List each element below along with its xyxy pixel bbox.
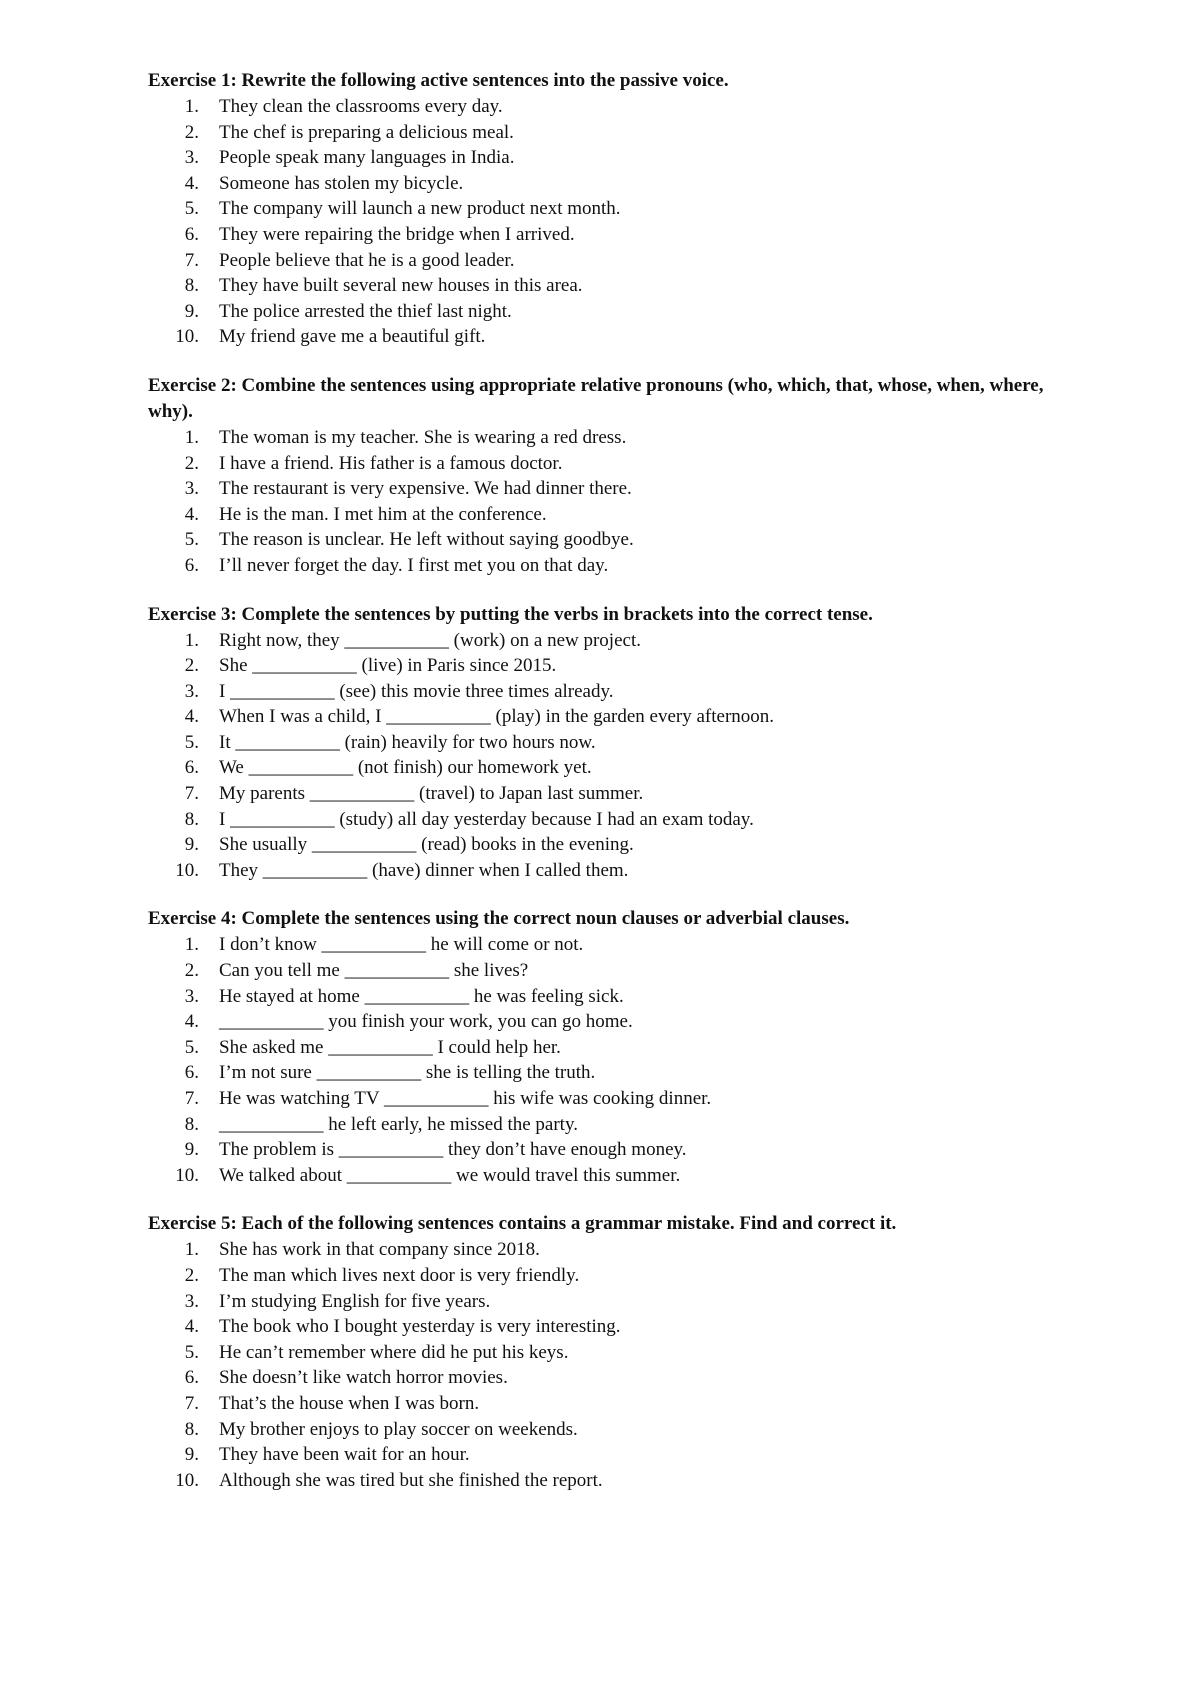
list-item [148,1035,1048,1061]
list-item [148,1112,1048,1138]
exercise-3 [148,602,1048,884]
list-item [148,324,1048,350]
exercise-title: Exercise 5: Each of the following sentences contains a grammar mistake. Find and correct it. [148,1213,897,1235]
item-number: 7. [184,783,199,805]
item-number: 10. [175,859,199,881]
item-text: The man which lives next door is very friendly. [219,1264,580,1286]
item-text: I’ll never forget the day. I first met you on that day. [219,554,609,576]
item-text: The company will launch a new product next month. [219,198,621,220]
list-item [148,832,1048,858]
item-text: She ___________ (live) in Paris since 2015. [219,655,557,677]
list-item [148,1289,1048,1315]
item-text: The woman is my teacher. She is wearing a red dress. [219,426,627,448]
item-text: ___________ you finish your work, you can go home. [219,1011,633,1033]
list-item [148,1263,1048,1289]
list-item [148,704,1048,730]
exercise-title: Exercise 2: Combine the sentences using appropriate relative pronouns (who, which, that, whose, when, where, why). [148,374,1044,422]
list-item [148,1060,1048,1086]
item-text: The reason is unclear. He left without saying goodbye. [219,529,634,551]
item-number: 2. [184,960,199,982]
exercise-title: Exercise 3: Complete the sentences by putting the verbs in brackets into the correct tense. [148,603,873,625]
item-number: 10. [175,326,199,348]
item-number: 2. [184,452,199,474]
exercise-4 [148,906,1048,1188]
item-number: 8. [184,275,199,297]
item-text: They have been wait for an hour. [219,1444,470,1466]
item-number: 9. [184,300,199,322]
exercise-5 [148,1211,1048,1493]
list-item [148,1417,1048,1443]
item-text: He stayed at home ___________ he was feeling sick. [219,985,624,1007]
item-number: 8. [184,1418,199,1440]
item-text: When I was a child, I ___________ (play) in the garden every afternoon. [219,706,775,728]
item-number: 4. [184,706,199,728]
item-text: ___________ he left early, he missed the party. [219,1113,578,1135]
list-item [148,120,1048,146]
item-number: 3. [184,1290,199,1312]
item-number: 1. [184,426,199,448]
list-item [148,1237,1048,1263]
item-number: 6. [184,554,199,576]
item-text: I have a friend. His father is a famous doctor. [219,452,563,474]
item-text: It ___________ (rain) heavily for two hours now. [219,731,596,753]
item-text: She usually ___________ (read) books in the evening. [219,834,634,856]
item-text: The police arrested the thief last night. [219,300,512,322]
list-item [148,653,1048,679]
item-text: The problem is ___________ they don’t have enough money. [219,1139,687,1161]
list-item [148,1314,1048,1340]
list-item [148,553,1048,579]
list-item [148,781,1048,807]
list-item [148,94,1048,120]
item-number: 7. [184,1088,199,1109]
list-item [148,1137,1048,1163]
item-text: Although she was tired but she finished the report. [219,1469,603,1491]
list-item [148,932,1048,958]
item-number: 7. [184,249,199,271]
list-item [148,858,1048,884]
item-text: He is the man. I met him at the conference. [219,503,547,525]
item-number: 7. [184,1392,199,1414]
item-number: 1. [184,96,199,117]
item-text: They have built several new houses in this area. [219,275,583,297]
exercise-list [148,932,1048,1188]
item-number: 6. [184,757,199,779]
item-number: 4. [184,1011,199,1033]
item-text: He can’t remember where did he put his keys. [219,1341,569,1363]
item-text: He was watching TV ___________ his wife was cooking dinner. [219,1088,712,1109]
item-text: I don’t know ___________ he will come or not. [219,934,584,956]
item-text: Right now, they ___________ (work) on a new project. [219,629,641,651]
list-item [148,958,1048,984]
item-number: 9. [184,1444,199,1466]
item-number: 6. [184,1062,199,1084]
item-number: 6. [184,223,199,245]
worksheet-page [148,68,1048,1516]
exercise-list [148,628,1048,884]
item-number: 4. [184,172,199,194]
list-item [148,1340,1048,1366]
item-number: 5. [184,1036,199,1058]
item-number: 9. [184,1139,199,1161]
list-item [148,1365,1048,1391]
list-item [148,222,1048,248]
exercise-list [148,94,1048,350]
list-item [148,1391,1048,1417]
item-number: 5. [184,731,199,753]
item-text: My friend gave me a beautiful gift. [219,326,486,348]
item-text: She has work in that company since 2018. [219,1239,540,1261]
list-item [148,527,1048,553]
list-item [148,1468,1048,1494]
list-item [148,1442,1048,1468]
item-number: 8. [184,808,199,830]
item-text: I ___________ (study) all day yesterday because I had an exam today. [219,808,754,830]
list-item [148,273,1048,299]
item-text: We talked about ___________ we would travel this summer. [219,1164,681,1186]
item-number: 3. [184,985,199,1007]
exercise-title: Exercise 4: Complete the sentences using the correct noun clauses or adverbial clauses. [148,908,850,930]
list-item [148,679,1048,705]
exercise-1 [148,68,1048,350]
list-item [148,476,1048,502]
item-text: They were repairing the bridge when I arrived. [219,223,575,245]
item-text: The chef is preparing a delicious meal. [219,121,514,143]
list-item [148,451,1048,477]
item-text: I’m studying English for five years. [219,1290,491,1312]
item-number: 1. [184,629,199,651]
item-number: 9. [184,834,199,856]
item-text: The restaurant is very expensive. We had dinner there. [219,478,632,500]
item-text: People speak many languages in India. [219,147,515,169]
item-text: My brother enjoys to play soccer on weekends. [219,1418,578,1440]
item-number: 8. [184,1113,199,1135]
item-number: 4. [184,503,199,525]
item-text: People believe that he is a good leader. [219,249,515,271]
list-item [148,1086,1048,1112]
list-item [148,196,1048,222]
exercise-2 [148,373,1048,579]
item-text: They clean the classrooms every day. [219,96,503,117]
list-item [148,425,1048,451]
item-text: That’s the house when I was born. [219,1392,480,1414]
item-number: 2. [184,1264,199,1286]
item-text: My parents ___________ (travel) to Japan last summer. [219,783,644,805]
item-text: She doesn’t like watch horror movies. [219,1367,508,1389]
exercise-title: Exercise 1: Rewrite the following active sentences into the passive voice. [148,70,729,91]
list-item [148,299,1048,325]
list-item [148,502,1048,528]
item-number: 2. [184,655,199,677]
item-number: 3. [184,680,199,702]
list-item [148,984,1048,1010]
list-item [148,1009,1048,1035]
list-item [148,248,1048,274]
item-text: Can you tell me ___________ she lives? [219,960,529,982]
item-number: 10. [175,1164,199,1186]
list-item [148,628,1048,654]
item-text: I’m not sure ___________ she is telling the truth. [219,1062,596,1084]
list-item [148,171,1048,197]
item-number: 10. [175,1469,199,1491]
exercise-list [148,425,1048,579]
item-number: 5. [184,1341,199,1363]
item-number: 5. [184,529,199,551]
list-item [148,145,1048,171]
item-text: We ___________ (not finish) our homework yet. [219,757,592,779]
item-number: 3. [184,147,199,169]
item-number: 2. [184,121,199,143]
item-text: I ___________ (see) this movie three times already. [219,680,614,702]
item-text: Someone has stolen my bicycle. [219,172,464,194]
item-text: They ___________ (have) dinner when I called them. [219,859,629,881]
item-text: She asked me ___________ I could help her. [219,1036,561,1058]
list-item [148,807,1048,833]
item-number: 3. [184,478,199,500]
item-number: 6. [184,1367,199,1389]
item-number: 1. [184,1239,199,1261]
item-number: 1. [184,934,199,956]
list-item [148,730,1048,756]
item-number: 5. [184,198,199,220]
exercise-list [148,1237,1048,1493]
list-item [148,755,1048,781]
item-number: 4. [184,1316,199,1338]
item-text: The book who I bought yesterday is very interesting. [219,1316,621,1338]
list-item [148,1163,1048,1189]
